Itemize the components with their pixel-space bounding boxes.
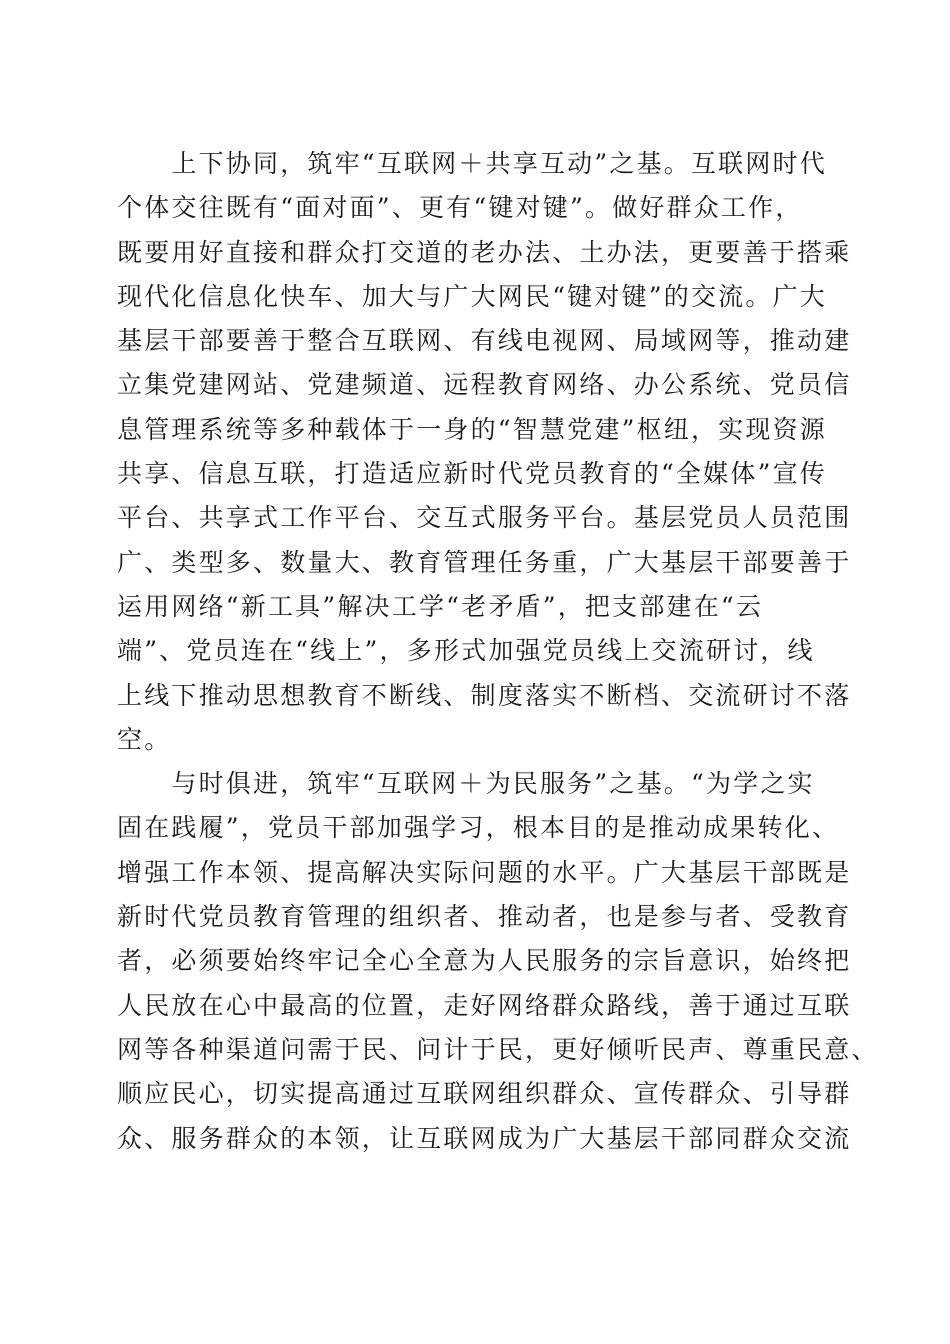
text-line: 空。 xyxy=(117,724,172,754)
text-line: 人民放在心中最高的位置，走好网络群众路线，善于通过互联 xyxy=(117,990,852,1020)
text-line: 者，必须要始终牢记全心全意为人民服务的宗旨意识，始终把 xyxy=(117,946,852,976)
text-line: 息管理系统等多种载体于一身的“智慧党建”枢纽，实现资源 xyxy=(117,414,827,444)
text-line: 顺应民心，切实提高通过互联网组织群众、宣传群众、引导群 xyxy=(117,1079,852,1109)
text-line: 个体交往既有“面对面”、更有“键对键”。做好群众工作， xyxy=(117,193,803,223)
text-line: 网等各种渠道问需于民、问计于民，更好倾听民声、尊重民意、 xyxy=(117,1034,879,1064)
text-line: 端”、党员连在“线上”，多形式加强党员线上交流研讨，线 xyxy=(117,636,815,666)
paragraph-1 xyxy=(117,142,852,762)
text-line: 新时代党员教育管理的组织者、推动者，也是参与者、受教育 xyxy=(117,902,852,932)
text-line: 与时俱进，筑牢“互联网＋为民服务”之基。“为学之实 xyxy=(117,769,815,799)
text-line: 上线下推动思想教育不断线、制度落实不断档、交流研讨不落 xyxy=(117,680,852,710)
text-line: 既要用好直接和群众打交道的老办法、土办法，更要善于搭乘 xyxy=(117,237,852,267)
text-line: 立集党建网站、党建频道、远程教育网络、办公系统、党员信 xyxy=(117,370,852,400)
text-line: 众、服务群众的本领，让互联网成为广大基层干部同群众交流 xyxy=(117,1123,852,1153)
text-line: 基层干部要善于整合互联网、有线电视网、局域网等，推动建 xyxy=(117,326,852,356)
text-line: 增强工作本领、提高解决实际问题的水平。广大基层干部既是 xyxy=(117,857,852,887)
text-line: 平台、共享式工作平台、交互式服务平台。基层党员人员范围 xyxy=(117,503,852,533)
text-line: 共享、信息互联，打造适应新时代党员教育的“全媒体”宣传 xyxy=(117,459,827,489)
body-text xyxy=(117,142,879,1161)
paragraph-2 xyxy=(117,762,879,1161)
text-line: 固在践履”，党员干部加强学习，根本目的是推动成果转化、 xyxy=(117,813,840,843)
text-line: 上下协同，筑牢“互联网＋共享互动”之基。互联网时代 xyxy=(117,149,827,178)
text-line: 广、类型多、数量大、教育管理任务重，广大基层干部要善于 xyxy=(117,547,852,577)
text-line: 运用网络“新工具”解决工学“老矛盾”，把支部建在“云 xyxy=(117,591,764,621)
text-line: 现代化信息化快车、加大与广大网民“键对键”的交流。广大 xyxy=(117,281,827,311)
